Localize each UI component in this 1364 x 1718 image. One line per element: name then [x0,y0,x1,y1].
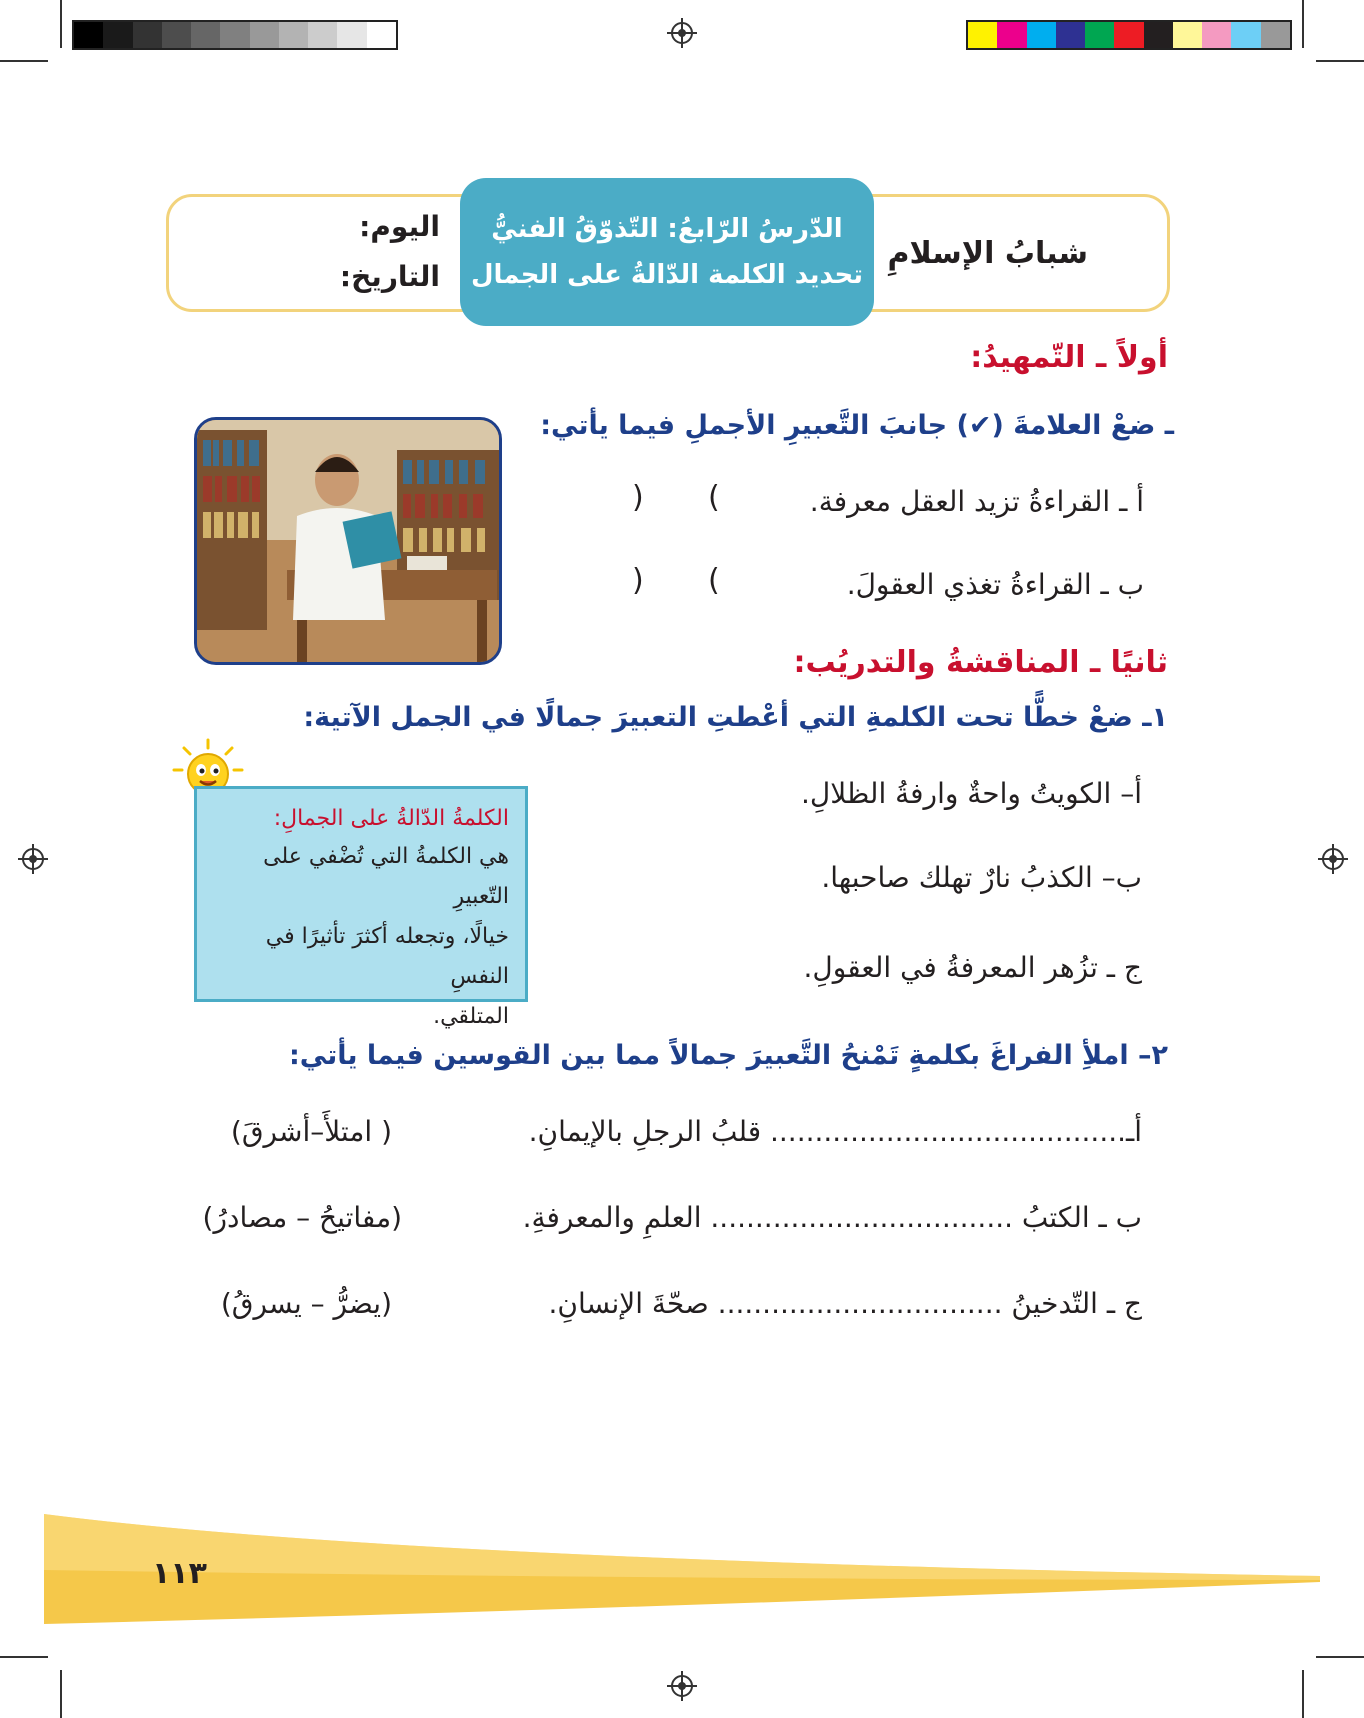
registration-mark-bottom [671,1675,693,1697]
crop-mark-top-right-v [1302,0,1304,48]
crop-mark-top-right-h [1316,60,1364,62]
lesson-title: الدّرسُ الرّابعُ: التّذوّقُ الفنيُّ [491,214,843,244]
day-label: اليوم: [359,210,440,243]
lesson-subtitle: تحديد الكلمة الدّالةُ على الجمال [470,260,864,290]
unit-title: شبابُ الإسلامِ [887,236,1088,271]
question2-item-c: ج ـ التّدخينُ ................................ صحّةَ الإنسانِ. [548,1287,1142,1320]
section1-item-b-paren-close: ) [632,563,644,598]
definition-note-box [194,786,528,1029]
section2-heading: ثانيًا ـ المناقشةُ والتدريُب: [793,645,1168,680]
crop-mark-bottom-left-h [0,1656,48,1658]
question1-item-a: أ– الكويتُ واحةٌ وارفةُ الظلالِ. [801,777,1142,810]
page-number: ١١٣ [152,1556,207,1591]
section1-heading: أولاً ـ التّمهيدُ: [970,340,1168,375]
question1-instruction: ١ـ ضعْ خطًّا تحت الكلمةِ التي أعْطتِ التعبيرَ جمالًا في الجمل الآتية: [303,702,1168,733]
note-title: الكلمةُ الدّالةُ على الجمالِ: [273,806,509,831]
library-reading-photo [194,417,502,665]
crop-mark-bottom-left-v [60,1670,62,1718]
question2-item-c-options: (يضرُّ – يسرقُ) [220,1287,392,1320]
question2-item-b-options: (مفاتيحُ – مصادرُ) [202,1201,402,1234]
library-illustration [197,420,499,662]
registration-mark-right [1322,848,1344,870]
note-line-3: المتلقي. [433,1004,509,1029]
question2-item-a: أـ........................................ قلبُ الرجلِ بالإيمانِ. [528,1115,1142,1148]
question1-item-b: ب– الكذبُ نارٌ تهلك صاحبها. [821,861,1142,894]
crop-mark-top-left-v [60,0,62,48]
section1-instruction: ـ ضعْ العلامةَ (✔) جانبَ التَّعبيرِ الأجملِ فيما يأتي: [540,410,1174,441]
lesson-title-box [460,178,874,326]
question2-instruction: ٢– املأِ الفراغَ بكلمةٍ تَمْنحُ التَّعبيرَ جمالاً مما بين القوسين فيما يأتي: [288,1040,1168,1071]
section1-item-a-paren-close: ) [632,480,644,515]
note-line-1: هي الكلمةُ التي تُضْفي على التّعبيرِ [263,844,509,909]
section1-item-b-paren-open: ( [708,563,720,598]
note-line-2: خيالًا، وتجعله أكثرَ تأثيرًا في النفسِ [265,924,509,989]
process-color-strip [966,20,1292,50]
question2-item-b: ب ـ الكتبُ .................................. العلمِ والمعرفةِ. [522,1201,1142,1234]
crop-mark-top-left-h [0,60,48,62]
registration-mark-left [22,848,44,870]
question1-item-c: ج ـ تزُهر المعرفةُ في العقولِ. [803,951,1142,984]
section1-item-a: أ ـ القراءةُ تزيد العقل معرفة. [809,485,1144,518]
crop-mark-bottom-right-v [1302,1670,1304,1718]
grayscale-color-strip [72,20,398,50]
section1-item-a-paren-open: ( [708,480,720,515]
registration-mark-top [671,22,693,44]
question2-item-a-options: ( امتلأَ–أشرقَ) [230,1115,392,1148]
crop-mark-bottom-right-h [1316,1656,1364,1658]
date-label: التاريخ: [339,260,440,293]
section1-item-b: ب ـ القراءةُ تغذي العقولَ. [846,568,1144,601]
